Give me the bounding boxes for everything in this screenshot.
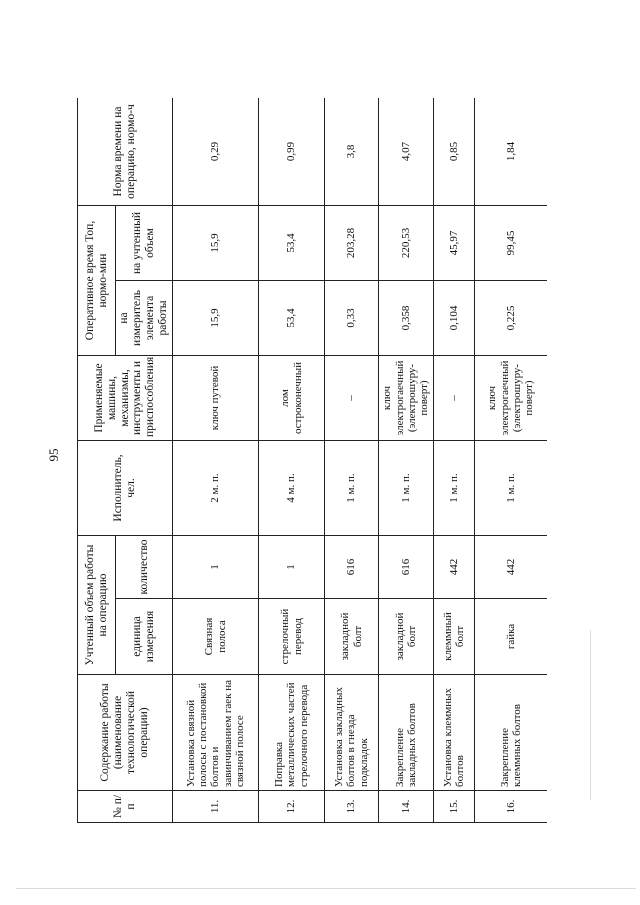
- work-table: [77, 98, 547, 823]
- header-unit: единица измерения: [116, 599, 173, 675]
- scan-artifact-line: [590, 630, 591, 800]
- cell-unit: закладной болт: [325, 599, 379, 675]
- cell-unit: стрелочный перевод: [259, 599, 325, 675]
- cell-time-volume: 220,53: [379, 206, 434, 281]
- cell-norm: 0,85: [434, 98, 475, 206]
- table-row: [173, 98, 259, 823]
- cell-num: 15.: [434, 791, 475, 823]
- work-table-container: [77, 98, 547, 823]
- cell-unit: закладной болт: [379, 599, 434, 675]
- cell-content: Установка закладных болтов в гнезда подкладок: [325, 675, 379, 791]
- cell-content: Поправка металлических частей стрелочного перевода: [259, 675, 325, 791]
- cell-qty: 1: [173, 536, 259, 599]
- cell-num: 13.: [325, 791, 379, 823]
- table-row: [434, 98, 475, 823]
- header-content: Содержание работы (наименование технологической операции): [78, 675, 173, 791]
- cell-time-unit: 53,4: [259, 281, 325, 356]
- cell-executor: 2 м. п.: [173, 441, 259, 536]
- table-row: [379, 98, 434, 823]
- cell-executor: 1 м. п.: [475, 441, 548, 536]
- work-table-rotated: [77, 98, 547, 823]
- cell-time-unit: 0,33: [325, 281, 379, 356]
- header-row-1: [78, 98, 116, 823]
- cell-tool: ключ электрогаечный (электрошуру-поверт): [379, 356, 434, 441]
- cell-norm: 0,99: [259, 98, 325, 206]
- cell-num: 12.: [259, 791, 325, 823]
- header-time-group: Оперативное время Топ, нормо-мин: [78, 206, 116, 356]
- cell-norm: 1,84: [475, 98, 548, 206]
- page-bottom-rule: [16, 888, 636, 889]
- cell-num: 11.: [173, 791, 259, 823]
- cell-qty: 442: [475, 536, 548, 599]
- cell-tool: –: [434, 356, 475, 441]
- cell-time-unit: 0,225: [475, 281, 548, 356]
- header-machines: Применяемые машины, механизмы, инструменты и приспособления: [78, 356, 173, 441]
- cell-content: Установка связной полосы с постановкой болтов и завинчиванием гаек на связной полосе: [173, 675, 259, 791]
- header-norm: Норма времени на операцию, нормо-ч: [78, 98, 173, 206]
- cell-tool: лом остроконечный: [259, 356, 325, 441]
- cell-tool: ключ путевой: [173, 356, 259, 441]
- cell-qty: 616: [325, 536, 379, 599]
- header-executor: Исполнитель, чел.: [78, 441, 173, 536]
- header-time-unit: на измеритель элемента работы: [116, 281, 173, 356]
- cell-qty: 1: [259, 536, 325, 599]
- cell-qty: 616: [379, 536, 434, 599]
- cell-executor: 1 м. п.: [434, 441, 475, 536]
- cell-content: Закрепление клеммных болтов: [475, 675, 548, 791]
- cell-tool: –: [325, 356, 379, 441]
- cell-unit: гайка: [475, 599, 548, 675]
- header-num: № п/п: [78, 791, 173, 823]
- cell-num: 16.: [475, 791, 548, 823]
- cell-time-volume: 15,9: [173, 206, 259, 281]
- page-number: 95: [46, 448, 61, 462]
- cell-time-volume: 99,45: [475, 206, 548, 281]
- cell-content: Закрепление закладных болтов: [379, 675, 434, 791]
- cell-norm: 3,8: [325, 98, 379, 206]
- cell-time-volume: 203,28: [325, 206, 379, 281]
- cell-content: Установка клеммных болтов: [434, 675, 475, 791]
- cell-time-unit: 0,104: [434, 281, 475, 356]
- cell-time-unit: 15,9: [173, 281, 259, 356]
- cell-time-volume: 53,4: [259, 206, 325, 281]
- header-volume-group: Учтенный объем работы на операцию: [78, 536, 116, 675]
- cell-qty: 442: [434, 536, 475, 599]
- cell-unit: Связная полоса: [173, 599, 259, 675]
- table-row: [325, 98, 379, 823]
- cell-norm: 4,07: [379, 98, 434, 206]
- cell-executor: 1 м. п.: [379, 441, 434, 536]
- cell-num: 14.: [379, 791, 434, 823]
- header-time-volume: на учтенный объем: [116, 206, 173, 281]
- cell-time-volume: 45,97: [434, 206, 475, 281]
- cell-executor: 1 м. п.: [325, 441, 379, 536]
- cell-unit: клеммный болт: [434, 599, 475, 675]
- table-row: [259, 98, 325, 823]
- table-row: [475, 98, 548, 823]
- cell-tool: ключ электрогаечный (электрошуру-поверт): [475, 356, 548, 441]
- cell-norm: 0,29: [173, 98, 259, 206]
- header-qty: количество: [116, 536, 173, 599]
- cell-executor: 4 м. п.: [259, 441, 325, 536]
- cell-time-unit: 0,358: [379, 281, 434, 356]
